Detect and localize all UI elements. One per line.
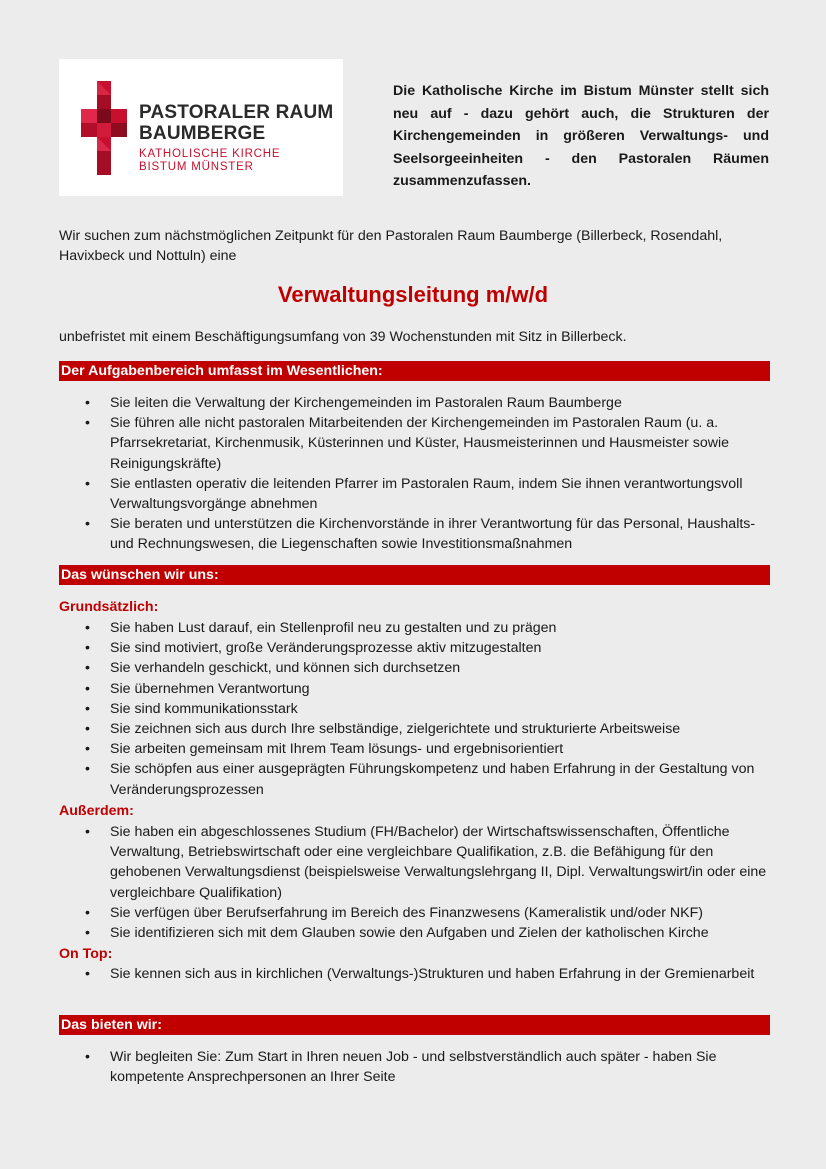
logo-title-line1: PASTORALER RAUM bbox=[139, 102, 334, 123]
wishes-heading: Das wünschen wir uns: bbox=[59, 565, 770, 585]
list-item: • Sie verfügen über Berufserfahrung im Bereich des Finanzwesens (Kameralistik und/oder NKF) bbox=[59, 903, 771, 923]
ontop-list bbox=[59, 964, 771, 984]
list-item: • Wir begleiten Sie: Zum Start in Ihren neuen Job - und selbstverständlich auch später - haben Sie kompetente Ansprechpersonen an Ihrer Seite bbox=[59, 1047, 771, 1087]
job-title: Verwaltungsleitung m/w/d bbox=[277, 282, 549, 307]
intro-text: Die Katholische Kirche im Bistum Münster stellt sich neu auf - dazu gehört auch, die Strukturen der Kirchengemeinden in größeren Verwaltungs- und Seelsorgeeinheiten - den Pastoralen Räumen zusammenzufassen. bbox=[393, 83, 769, 189]
basic-list bbox=[59, 618, 771, 800]
list-item: • Sie arbeiten gemeinsam mit Ihrem Team lösungs- und ergebnisorientiert bbox=[59, 739, 771, 759]
list-item: • Sie sind motiviert, große Veränderungsprozesse aktiv mitzugestalten bbox=[59, 638, 771, 658]
offer-list bbox=[59, 1047, 771, 1087]
logo-subtitle-line1: KATHOLISCHE KIRCHE bbox=[139, 148, 281, 160]
list-item: • Sie führen alle nicht pastoralen Mitarbeitenden der Kirchengemeinden im Pastoralen Raum (u. a. Pfarrsekretariat, Kirchenmusik, Küsterinnen und Küster, Hausmeisterinnen und Hausmeister sowie Reinigungskräfte) bbox=[59, 413, 771, 474]
also-label: Außerdem: bbox=[59, 803, 134, 819]
ontop-label: On Top: bbox=[59, 946, 113, 962]
list-item: • Sie identifizieren sich mit dem Glauben sowie den Aufgaben und Zielen der katholischen Kirche bbox=[59, 923, 771, 943]
logo-subtitle-line2: BISTUM MÜNSTER bbox=[139, 161, 254, 173]
list-item: • Sie zeichnen sich aus durch Ihre selbständige, zielgerichtete und strukturierte Arbeitsweise bbox=[59, 719, 771, 739]
list-item: • Sie kennen sich aus in kirchlichen (Verwaltungs-)Strukturen und haben Erfahrung in der Gremienarbeit bbox=[59, 964, 771, 984]
tasks-list bbox=[59, 393, 771, 555]
list-item: • Sie übernehmen Verantwortung bbox=[59, 679, 771, 699]
list-item: • Sie entlasten operativ die leitenden Pfarrer im Pastoralen Raum, indem Sie ihnen verantwortungsvoll Verwaltungsvorgänge abnehmen bbox=[59, 474, 771, 514]
list-item: • Sie verhandeln geschickt, und können sich durchsetzen bbox=[59, 658, 771, 678]
list-item: • Sie leiten die Verwaltung der Kirchengemeinden im Pastoralen Raum Baumberge bbox=[59, 393, 771, 413]
also-list bbox=[59, 822, 771, 943]
list-item: • Sie sind kommunikationsstark bbox=[59, 699, 771, 719]
basic-label: Grundsätzlich: bbox=[59, 599, 159, 615]
logo-title-line2: BAUMBERGE bbox=[139, 123, 266, 144]
search-text: Wir suchen zum nächstmöglichen Zeitpunkt für den Pastoralen Raum Baumberge (Billerbeck, Rosendahl, Havixbeck und Nottuln) eine bbox=[59, 228, 723, 264]
employment-text: unbefristet mit einem Beschäftigungsumfang von 39 Wochenstunden mit Sitz in Billerbeck. bbox=[59, 329, 627, 345]
list-item: • Sie schöpfen aus einer ausgeprägten Führungskompetenz und haben Erfahrung in der Gestaltung von Veränderungsprozessen bbox=[59, 759, 771, 799]
tasks-heading: Der Aufgabenbereich umfasst im Wesentlichen: bbox=[59, 361, 770, 381]
cross-logo-icon bbox=[81, 81, 127, 175]
offer-heading: Das bieten wir: bbox=[59, 1015, 770, 1035]
list-item: • Sie haben ein abgeschlossenes Studium (FH/Bachelor) der Wirtschaftswissenschaften, Öffentliche Verwaltung, Betriebswirtschaft oder eine vergleichbare Qualifikation, z.B. die Befähigung für den gehobenen Verwaltungsdienst (beispielsweise Verwaltungslehrgang II, Dipl. Verwaltungswirt/in oder eine vergleichbare Qualifikation) bbox=[59, 822, 771, 903]
list-item: • Sie haben Lust darauf, ein Stellenprofil neu zu gestalten und zu prägen bbox=[59, 618, 771, 638]
list-item: • Sie beraten und unterstützen die Kirchenvorstände in ihrer Verantwortung für das Personal, Haushalts- und Rechnungswesen, die Liegenschaften sowie Investitionsmaßnahmen bbox=[59, 514, 771, 554]
logo bbox=[59, 59, 343, 196]
